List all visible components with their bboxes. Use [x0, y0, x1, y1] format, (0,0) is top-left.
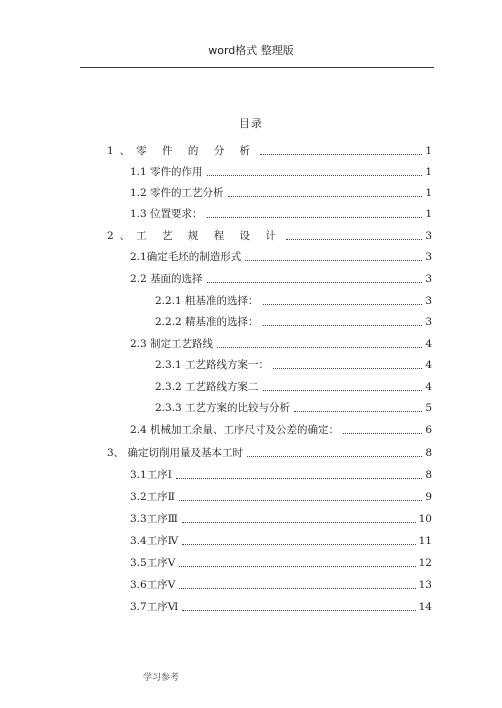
toc-entry-label: 2.1确定毛坯的制造形式	[130, 251, 242, 263]
toc-leader-dots	[179, 588, 415, 589]
toc-entry-label: 1、零 件 的 分 析	[107, 145, 257, 157]
toc-entry[interactable]	[130, 203, 432, 221]
toc-entry[interactable]	[130, 333, 432, 351]
toc-entry-label: 2.3.2 工艺路线方案二	[155, 381, 259, 393]
toc-leader-dots	[273, 368, 422, 369]
toc-entry-label: 3.7工序Ⅵ	[130, 601, 179, 613]
toc-entry[interactable]	[130, 574, 432, 592]
toc-entry[interactable]	[130, 161, 432, 179]
toc-entry-label: 1.2 零件的工艺分析	[130, 187, 224, 199]
toc-entry-label: 2.3 制定工艺路线	[130, 338, 214, 350]
toc-entry-label: 2.3.1 工艺路线方案一：	[155, 359, 270, 371]
toc-leader-dots	[179, 500, 422, 501]
toc-entry-label: 2.2.1 粗基准的选择：	[155, 295, 259, 307]
toc-entry-label: 3.2工序Ⅱ	[130, 491, 175, 503]
toc-entry-label: 1.1 零件的作用	[130, 166, 203, 178]
toc-entry-page: 3	[425, 316, 432, 328]
toc-entry-label: 2、工 艺 规 程 设 计	[107, 230, 282, 242]
toc-entry-page: 10	[418, 513, 432, 525]
toc-entry-page: 1	[425, 208, 432, 220]
toc-leader-dots	[263, 304, 423, 305]
toc-entry-page: 6	[425, 424, 432, 436]
toc-title: 目录	[239, 117, 263, 130]
toc-entry[interactable]	[155, 376, 432, 394]
toc-leader-dots	[217, 347, 422, 348]
toc-leader-dots	[207, 175, 423, 176]
toc-leader-dots	[263, 390, 423, 391]
toc-entry-page: 5	[425, 402, 432, 414]
toc-entry-label: 1.3 位置要求：	[130, 208, 203, 220]
toc-entry-label: 2.2.2 精基准的选择：	[155, 316, 259, 328]
header-divider	[80, 67, 434, 68]
toc-leader-dots	[207, 282, 423, 283]
toc-entry[interactable]	[130, 530, 432, 548]
toc-entry-label: 2.2 基面的选择	[130, 273, 203, 285]
toc-entry-page: 12	[418, 557, 432, 569]
toc-leader-dots	[247, 456, 422, 457]
toc-leader-dots	[343, 433, 422, 434]
toc-leader-dots	[228, 196, 423, 197]
toc-entry-page: 4	[425, 359, 432, 371]
toc-entry[interactable]	[155, 290, 432, 308]
toc-entry-label: 3.4工序Ⅳ	[130, 535, 179, 547]
toc-entry[interactable]	[130, 508, 432, 526]
toc-entry-page: 8	[425, 447, 432, 459]
toc-entry[interactable]	[130, 182, 432, 200]
toc-leader-dots	[286, 239, 422, 240]
toc-entry[interactable]	[155, 397, 432, 415]
toc-leader-dots	[182, 544, 415, 545]
toc-entry-label: 2.4 机械加工余量、工序尺寸及公差的确定：	[130, 424, 340, 436]
toc-entry[interactable]	[130, 246, 432, 264]
toc-entry[interactable]	[130, 464, 432, 482]
toc-entry-page: 8	[425, 469, 432, 481]
toc-entry[interactable]	[155, 354, 432, 372]
toc-entry-page: 1	[425, 145, 432, 157]
toc-entry-page: 3	[425, 251, 432, 263]
toc-entry-page: 3	[425, 295, 432, 307]
toc-entry-page: 4	[425, 338, 432, 350]
toc-entry-label: 2.3.3 工艺方案的比较与分析	[155, 402, 291, 414]
toc-leader-dots	[294, 411, 422, 412]
toc-entry-label: 3.5工序Ⅴ	[130, 557, 176, 569]
toc-entry[interactable]	[107, 140, 432, 158]
toc-entry-page: 3	[425, 230, 432, 242]
toc-leader-dots	[182, 522, 416, 523]
toc-entry-label: 3、 确定切削用量及基本工时	[107, 447, 244, 459]
toc-entry[interactable]	[130, 486, 432, 504]
toc-entry-page: 13	[418, 579, 432, 591]
toc-leader-dots	[182, 610, 415, 611]
toc-leader-dots	[176, 478, 422, 479]
toc-entry[interactable]	[130, 596, 432, 614]
toc-entry[interactable]	[130, 268, 432, 286]
toc-entry-label: 3.1工序Ⅰ	[130, 469, 172, 481]
toc-entry-page: 9	[425, 491, 432, 503]
toc-entry-page: 4	[425, 381, 432, 393]
toc-entry-label: 3.6工序Ⅴ	[130, 579, 176, 591]
toc-entry[interactable]	[130, 552, 432, 570]
toc-entry-page: 1	[425, 187, 432, 199]
toc-entry-page: 1	[425, 166, 432, 178]
toc-entry[interactable]	[107, 225, 432, 243]
toc-leader-dots	[245, 260, 422, 261]
toc-entry[interactable]	[107, 442, 432, 460]
toc-entry-page: 11	[418, 535, 432, 547]
toc-entry-page: 3	[425, 273, 432, 285]
toc-leader-dots	[179, 566, 415, 567]
toc-entry-label: 3.3工序Ⅲ	[130, 513, 178, 525]
page-header: word格式 整理版	[208, 44, 294, 57]
page-footer: 学习参考	[143, 673, 180, 683]
toc-entry[interactable]	[130, 419, 432, 437]
toc-leader-dots	[207, 217, 423, 218]
toc-leader-dots	[260, 154, 422, 155]
toc-entry-page: 14	[418, 601, 432, 613]
toc-entry[interactable]	[155, 311, 432, 329]
toc-leader-dots	[263, 325, 423, 326]
